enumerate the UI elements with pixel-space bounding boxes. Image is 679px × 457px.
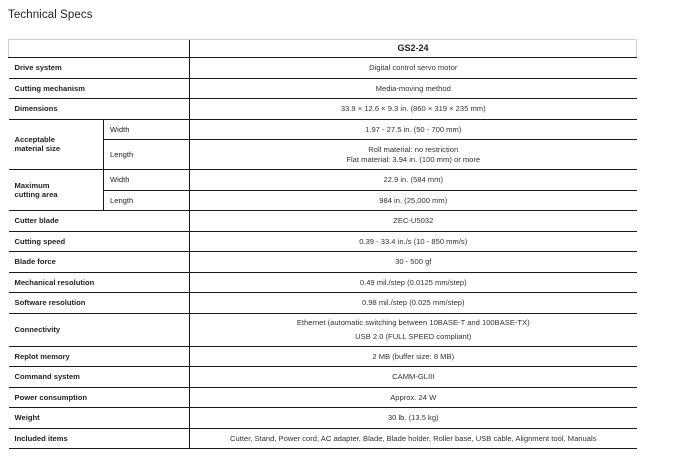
row-label: Cutter blade bbox=[9, 211, 190, 232]
table-row bbox=[9, 140, 637, 170]
row-label: Connectivity bbox=[9, 313, 190, 346]
row-value: 0.49 mil./step (0.0125 mm/step) bbox=[190, 272, 637, 293]
row-value bbox=[190, 140, 637, 170]
row-label: Blade force bbox=[9, 252, 190, 273]
table-row bbox=[9, 346, 637, 367]
table-row bbox=[9, 211, 637, 232]
row-value: Media-moving method bbox=[190, 78, 637, 99]
table-row bbox=[9, 99, 637, 120]
row-value: 33.9 × 12.6 × 9.3 in. (860 × 319 × 235 mm) bbox=[190, 99, 637, 120]
table-row bbox=[9, 78, 637, 99]
table-row bbox=[9, 428, 637, 449]
table-row bbox=[9, 190, 637, 211]
table-row bbox=[9, 170, 637, 191]
row-value: Approx. 24 W bbox=[190, 387, 637, 408]
row-label: Software resolution bbox=[9, 293, 190, 314]
row-label: Power consumption bbox=[9, 387, 190, 408]
row-label: Cutting mechanism bbox=[9, 78, 190, 99]
row-label: Included items bbox=[9, 428, 190, 449]
row-value: 22.9 in. (584 mm) bbox=[190, 170, 637, 191]
sub-label: Width bbox=[104, 170, 190, 191]
header-blank-cell bbox=[9, 40, 190, 58]
group-label-line: Acceptable bbox=[14, 134, 56, 144]
table-header-row bbox=[9, 40, 637, 58]
group-label-area bbox=[9, 170, 104, 211]
sub-label: Length bbox=[104, 190, 190, 211]
table-row bbox=[9, 58, 637, 79]
table-row bbox=[9, 272, 637, 293]
row-value: CAMM-GLIII bbox=[190, 367, 637, 388]
row-value: 984 in. (25,000 mm) bbox=[190, 190, 637, 211]
row-value: 0.98 mil./step (0.025 mm/step) bbox=[190, 293, 637, 314]
group-label-line: material size bbox=[14, 144, 61, 154]
table-row bbox=[9, 119, 637, 140]
sub-label: Width bbox=[104, 119, 190, 140]
value-line: Flat material: 3.94 in. (100 mm) or more bbox=[346, 154, 481, 164]
row-value: ZEC-U5032 bbox=[190, 211, 637, 232]
row-value: Digital control servo motor bbox=[190, 58, 637, 79]
model-header: GS2-24 bbox=[190, 40, 637, 58]
row-label: Replot memory bbox=[9, 346, 190, 367]
value-line: USB 2.0 (FULL SPEED compliant) bbox=[355, 331, 472, 341]
row-value: 1.97 - 27.5 in. (50 - 700 mm) bbox=[190, 119, 637, 140]
row-value: 30 lb. (13.5 kg) bbox=[190, 408, 637, 429]
table-row bbox=[9, 408, 637, 429]
row-value bbox=[190, 313, 637, 346]
row-value: Cutter, Stand, Power cord, AC adapter, Blade, Blade holder, Roller base, USB cable, Alignment tool, Manuals bbox=[190, 428, 637, 449]
row-label: Dimensions bbox=[9, 99, 190, 120]
group-label-line: Maximum bbox=[14, 180, 50, 190]
table-row bbox=[9, 367, 637, 388]
page-title: Technical Specs bbox=[8, 9, 93, 21]
group-label-line: cutting area bbox=[14, 190, 58, 199]
row-label: Mechanical resolution bbox=[9, 272, 190, 293]
table-row bbox=[9, 313, 637, 346]
row-value: 0.39 - 33.4 in./s (10 - 850 mm/s) bbox=[190, 231, 637, 252]
specs-table bbox=[8, 39, 637, 449]
sub-label: Length bbox=[104, 140, 190, 170]
group-label-material bbox=[9, 119, 104, 170]
row-label: Cutting speed bbox=[9, 231, 190, 252]
value-line: Roll material: no restriction bbox=[368, 145, 459, 155]
table-row bbox=[9, 293, 637, 314]
table-row bbox=[9, 231, 637, 252]
row-value: 2 MB (buffer size: 8 MB) bbox=[190, 346, 637, 367]
table-row bbox=[9, 252, 637, 273]
row-label: Drive system bbox=[9, 58, 190, 79]
row-label: Weight bbox=[9, 408, 190, 429]
table-row bbox=[9, 387, 637, 408]
value-line: Ethernet (automatic switching between 10BASE-T and 100BASE-TX) bbox=[296, 318, 530, 328]
row-value: 30 - 500 gf bbox=[190, 252, 637, 273]
row-label: Command system bbox=[9, 367, 190, 388]
